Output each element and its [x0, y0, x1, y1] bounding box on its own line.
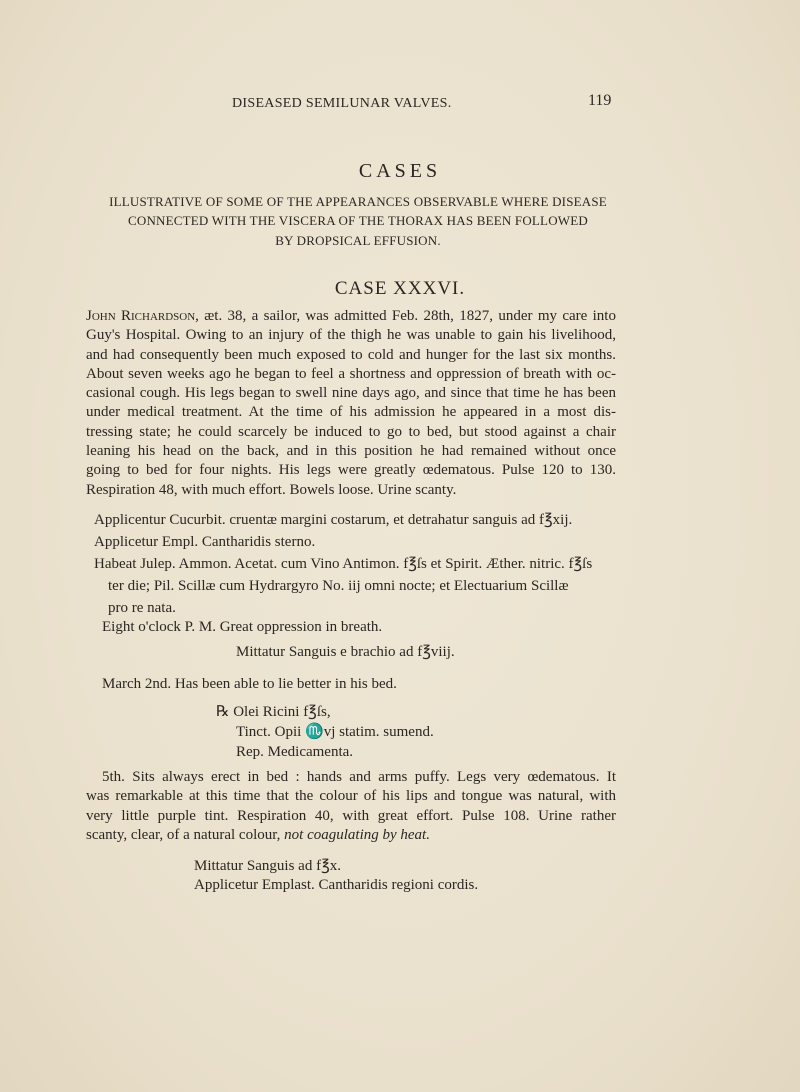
running-head: DISEASED SEMILUNAR VALVES. — [232, 96, 452, 111]
fifth-line: very little purple tint. Respiration 40, with great effort. Pulse 108. Urine rather — [86, 807, 616, 824]
intro-line: Respiration 48, with much effort. Bowels loose. Urine scanty. — [86, 481, 457, 498]
prescription-line: Habeat Julep. Ammon. Acetat. cum Vino Antimon. f℥ſs et Spirit. Æther. nitric. f℥ſs — [94, 556, 593, 572]
prescription-line: Mittatur Sanguis ad f℥x. — [194, 858, 341, 874]
prescription-line: pro re nata. — [108, 600, 176, 616]
page-number: 119 — [588, 92, 612, 109]
fifth-line: 5th. Sits always erect in bed : hands and arms puffy. Legs very œdematous. It — [102, 769, 616, 785]
section-title: CASES — [358, 160, 442, 182]
patient-name: John Richardson, — [86, 308, 199, 324]
prescription-line: Applicentur Cucurbit. cruentæ margini costarum, et detrahatur sanguis ad f℥xij. — [94, 512, 573, 528]
prescription-block — [94, 509, 614, 619]
prescription-line: ℞ Olei Ricini f℥ſs, — [216, 704, 331, 720]
fifth-line: was remarkable at this time that the colour of his lips and tongue was natural, with — [86, 788, 616, 805]
subtitle-line: BY DROPSICAL EFFUSION. — [275, 232, 441, 248]
intro-line: casional cough. His legs began to swell nine days ago, and since that time he has been — [86, 385, 616, 402]
fifth-paragraph — [86, 768, 616, 845]
intro-line: under medical treatment. At the time of his admission he appeared in a most dis- — [86, 404, 616, 421]
fifth-line: scanty, clear, of a natural colour, — [86, 826, 285, 843]
case-title: CASE XXXVI. — [334, 278, 466, 299]
bleed-order: Mittatur Sanguis e brachio ad f℥viij. — [236, 644, 455, 660]
entry-eight-oclock: Eight o'clock P. M. Great oppression in breath. — [102, 619, 383, 635]
fifth-line-emphasis: not coagulating by heat. — [284, 826, 430, 843]
prescription-line: Tinct. Opii ♏vj statim. sumend. — [236, 724, 434, 740]
intro-line: tressing state; he could scarcely be induced to go to bed, but stood against a chair — [86, 423, 616, 440]
intro-line: About seven weeks ago he began to feel a shortness and oppression of breath with oc- — [86, 365, 616, 382]
intro-line: æt. 38, a sailor, was admitted Feb. 28th, 1827, under my care into — [198, 308, 616, 324]
prescription-line: Rep. Medicamenta. — [236, 744, 354, 760]
prescription-line: Applicetur Emplast. Cantharidis regioni cordis. — [194, 877, 479, 893]
intro-line: leaning his head on the back, and in this position he had remained without once — [86, 443, 616, 460]
subtitle-line: CONNECTED WITH THE VISCERA OF THE THORAX HAS BEEN FOLLOWED — [128, 213, 588, 229]
intro-paragraph — [86, 307, 616, 500]
intro-line: and had consequently been much exposed to cold and hunger for the last six months. — [86, 346, 616, 363]
prescription-line: ter die; Pil. Scillæ cum Hydrargyro No. iij omni nocte; et Electuarium Scillæ — [108, 578, 569, 594]
intro-line: going to bed for four nights. His legs were greatly œdematous. Pulse 120 to 130. — [86, 462, 616, 479]
intro-line: Guy's Hospital. Owing to an injury of the thigh he was unable to gain his livelihood, — [86, 327, 616, 344]
entry-march-2nd: March 2nd. Has been able to lie better in his bed. — [102, 676, 397, 692]
subtitle-line: ILLUSTRATIVE OF SOME OF THE APPEARANCES OBSERVABLE WHERE DISEASE — [109, 194, 607, 209]
prescription-line: Applicetur Empl. Cantharidis sterno. — [94, 534, 316, 550]
section-subtitle — [84, 192, 632, 250]
